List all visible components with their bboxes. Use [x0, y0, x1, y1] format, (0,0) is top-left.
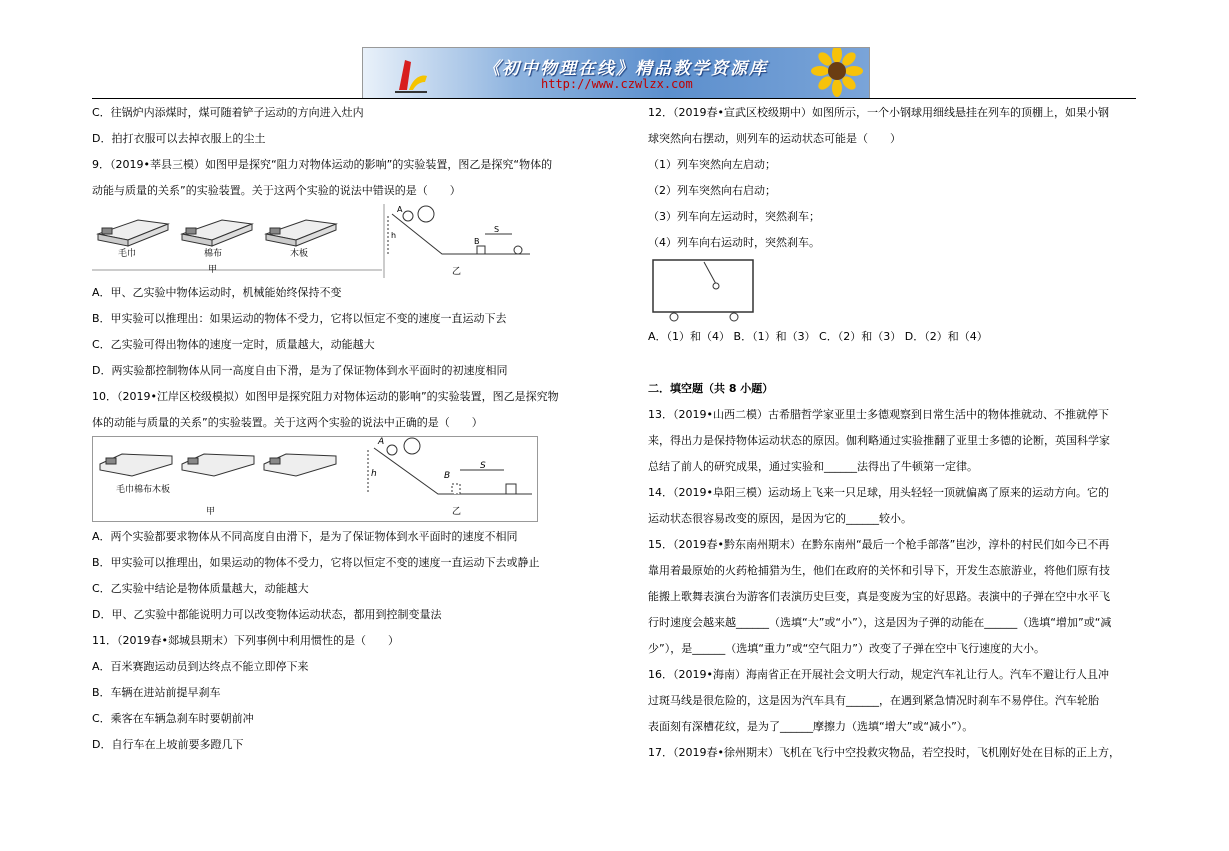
q10-label-s: S [480, 461, 486, 471]
q10-stem-1: 10．（2019•江岸区校级模拟）如图甲是探究阻力对物体运动的影响”的实验装置，图乙是探究物 [92, 390, 559, 403]
q9-option-b: B．甲实验可以推理出：如果运动的物体不受力，它将以恒定不变的速度一直运动下去 [92, 312, 507, 325]
right-column [648, 100, 1138, 766]
q10-label-a: A [378, 437, 385, 447]
q12-options: A．（1）和（4） B．（1）和（3） C．（2）和（3） D．（2）和（4） [648, 330, 988, 343]
q9-stem-2: 动能与质量的关系”的实验装置。关于这两个实验的说法中错误的是（ ） [92, 184, 461, 197]
q14-line-2: 运动状态很容易改变的原因，是因为它的______较小。 [648, 512, 912, 525]
q10-option-a: A．两个实验都要求物体从不同高度自由滑下，是为了保证物体到水平面时的速度不相同 [92, 530, 518, 543]
q16-line-1: 16．（2019•海南）海南省正在开展社会文明大行动，规定汽车礼让行人。汽车不避让行人且冲 [648, 668, 1109, 681]
q13-line-3: 总结了前人的研究成果，通过实验和______法得出了牛顿第一定律。 [648, 460, 978, 473]
q8-option-c: C．往锅炉内添煤时，煤可随着铲子运动的方向进入灶内 [92, 106, 364, 119]
q10-label-b: B [444, 471, 451, 481]
q15-line-1: 15．（2019春•黔东南州期末）在黔东南州“最后一个枪手部落”岜沙，淳朴的村民们如今已不再 [648, 538, 1110, 551]
q12-item-4: （4）列车向右运动时，突然刹车。 [648, 236, 820, 249]
q9-option-a: A．甲、乙实验中物体运动时，机械能始终保持不变 [92, 286, 342, 299]
q10-figure [92, 436, 592, 524]
q11-option-c: C．乘客在车辆急刹车时要朝前冲 [92, 712, 254, 725]
q12-stem-2: 球突然向右摆动，则列车的运动状态可能是（ ） [648, 132, 901, 145]
q10-label-jia: 甲 [206, 507, 216, 517]
q9-label-b: B [474, 237, 480, 246]
q14-line-1: 14．（2019•阜阳三模）运动场上飞来一只足球，用头轻轻一顶就偏离了原来的运动方向。它的 [648, 486, 1109, 499]
q12-stem-1: 12．（2019春•宣武区校级期中）如图所示，一个小钢球用细线悬挂在列车的顶棚上，如果小钢 [648, 106, 1109, 119]
banner-url: http://www.czwlzx.com [541, 77, 693, 91]
q16-line-3: 表面刻有深槽花纹，是为了______摩擦力（选填“增大”或“减小”）。 [648, 720, 974, 733]
left-column [92, 100, 592, 758]
q10-option-d: D．甲、乙实验中都能说明力可以改变物体运动状态，都用到控制变量法 [92, 608, 442, 621]
q15-line-2: 靠用着最原始的火药枪捕猎为生，他们在政府的关怀和引导下，开发生态旅游业，将他们原有技 [648, 564, 1110, 577]
q9-option-d: D．两实验都控制物体从同一高度自由下滑，是为了保证物体到水平面时的初速度相同 [92, 364, 508, 377]
q13-line-1: 13．（2019•山西二模）古希腊哲学家亚里士多德观察到日常生活中的物体推就动、不推就停下 [648, 408, 1109, 421]
q8-option-d: D．拍打衣服可以去掉衣服上的尘土 [92, 132, 266, 145]
q10-incline [368, 438, 532, 494]
q9-option-c: C．乙实验可得出物体的速度一定时，质量越大，动能越大 [92, 338, 375, 351]
q16-line-2: 过斑马线是很危险的，这是因为汽车具有______，在遇到紧急情况时刹车不易停住。汽车轮胎 [648, 694, 1099, 707]
header-rule [92, 98, 1136, 99]
q12-item-1: （1）列车突然向左启动； [648, 158, 776, 171]
q11-option-a: A．百米赛跑运动员到达终点不能立即停下来 [92, 660, 309, 673]
blank-line [648, 350, 1138, 376]
q9-label-yi: 乙 [452, 267, 462, 277]
q10-option-b: B．甲实验可以推理出，如果运动的物体不受力，它将以恒定不变的速度一直运动下去或静止 [92, 556, 540, 569]
q9-label-h: h [391, 231, 397, 240]
q9-label-a: A [397, 205, 403, 214]
q10-stem-2: 体的动能与质量的关系”的实验装置。关于这两个实验的说法中正确的是（ ） [92, 416, 483, 429]
q11-option-b: B．车辆在进站前提早刹车 [92, 686, 221, 699]
header-banner [362, 47, 870, 99]
q12-item-2: （2）列车突然向右启动； [648, 184, 776, 197]
logo-icon [391, 52, 431, 94]
q9-incline [388, 206, 530, 254]
q9-ramp-board [266, 220, 336, 246]
q9-stem-1: 9．（2019•莘县三模）如图甲是探究“阻力对物体运动的影响”的实验装置，图乙是探究“物体的 [92, 158, 553, 171]
sunflower-icon [803, 48, 863, 98]
section-title: 二．填空题（共 8 小题） [648, 382, 774, 395]
q15-line-5: 少”），是______（选填“重力”或“空气阻力”）改变了子弹在空中飞行速度的大小。 [648, 642, 1045, 655]
q9-label-jia: 甲 [208, 265, 218, 275]
q12-item-3: （3）列车向左运动时，突然刹车； [648, 210, 820, 223]
q10-label-surfaces: 毛巾棉布木板 [116, 485, 171, 495]
q9-figure [92, 204, 592, 280]
q10-ramps [100, 454, 336, 476]
banner-title: 《初中物理在线》精品教学资源库 [483, 59, 768, 79]
q10-label-yi: 乙 [452, 507, 462, 517]
q9-label-board: 木板 [290, 249, 309, 259]
q9-label-cotton: 棉布 [204, 249, 223, 259]
q9-ramp-cotton [182, 220, 252, 246]
q11-option-d: D．自行车在上坡前要多蹬几下 [92, 738, 244, 751]
q9-label-towel: 毛巾 [118, 249, 137, 259]
q15-line-3: 能搬上歌舞表演台为游客们表演历史巨变，真是变废为宝的好思路。表演中的子弹在空中水平飞 [648, 590, 1110, 603]
q9-label-s: S [494, 225, 500, 234]
q9-ramp-towel [98, 220, 168, 246]
q13-line-2: 来，得出力是保持物体运动状态的原因。伽利略通过实验推翻了亚里士多德的论断，英国科学家 [648, 434, 1110, 447]
q11-stem: 11．（2019春•郯城县期末）下列事例中利用惯性的是（ ） [92, 634, 399, 647]
q17-line-1: 17．（2019春•徐州期末）飞机在飞行中空投救灾物品，若空投时，飞机刚好处在目标的正上方， [648, 746, 1120, 759]
q15-line-4: 行时速度会越来越______（选填“大”或“小”），这是因为子弹的动能在______（选填“增加”或“减 [648, 616, 1112, 629]
q10-option-c: C．乙实验中结论是物体质量越大，动能越大 [92, 582, 309, 595]
q10-label-h: h [371, 469, 377, 479]
q12-train-figure [648, 256, 1138, 324]
